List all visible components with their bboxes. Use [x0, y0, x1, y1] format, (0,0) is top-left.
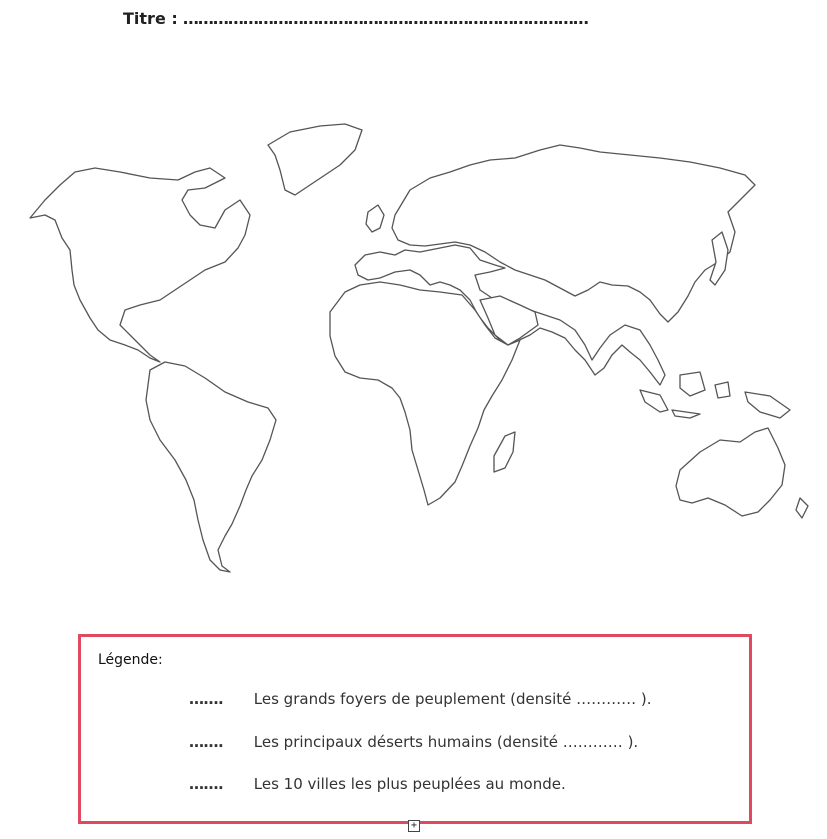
madagascar: [494, 432, 515, 472]
legend-item-population-centers: [189, 690, 652, 708]
legend-item-largest-cities: [189, 775, 566, 793]
south-america: [146, 362, 276, 572]
legend-marker-blank[interactable]: …….: [189, 775, 224, 793]
legend-item-text: Les 10 villes les plus peuplées au monde.: [253, 775, 566, 793]
legend-item-text: Les principaux déserts humains (densité ………… ).: [253, 733, 639, 751]
legend-marker-blank[interactable]: …….: [189, 733, 224, 751]
title-blank[interactable]: ………………………………………………………………………: [182, 9, 588, 28]
new-zealand: [796, 498, 808, 518]
legend-item-human-deserts: [189, 733, 638, 751]
north-america: [30, 168, 250, 362]
british-isles: [366, 205, 384, 232]
australia: [676, 428, 785, 516]
world-map: [0, 100, 827, 590]
title-label: Titre :: [123, 9, 178, 28]
legend-box: [78, 634, 752, 824]
legend-title: Légende:: [98, 652, 163, 668]
title-line: [123, 9, 588, 28]
legend-marker-blank[interactable]: …….: [189, 690, 224, 708]
legend-item-text: Les grands foyers de peuplement (densité ………… ).: [253, 690, 652, 708]
greenland: [268, 124, 362, 195]
move-handle-icon[interactable]: +: [408, 820, 420, 832]
